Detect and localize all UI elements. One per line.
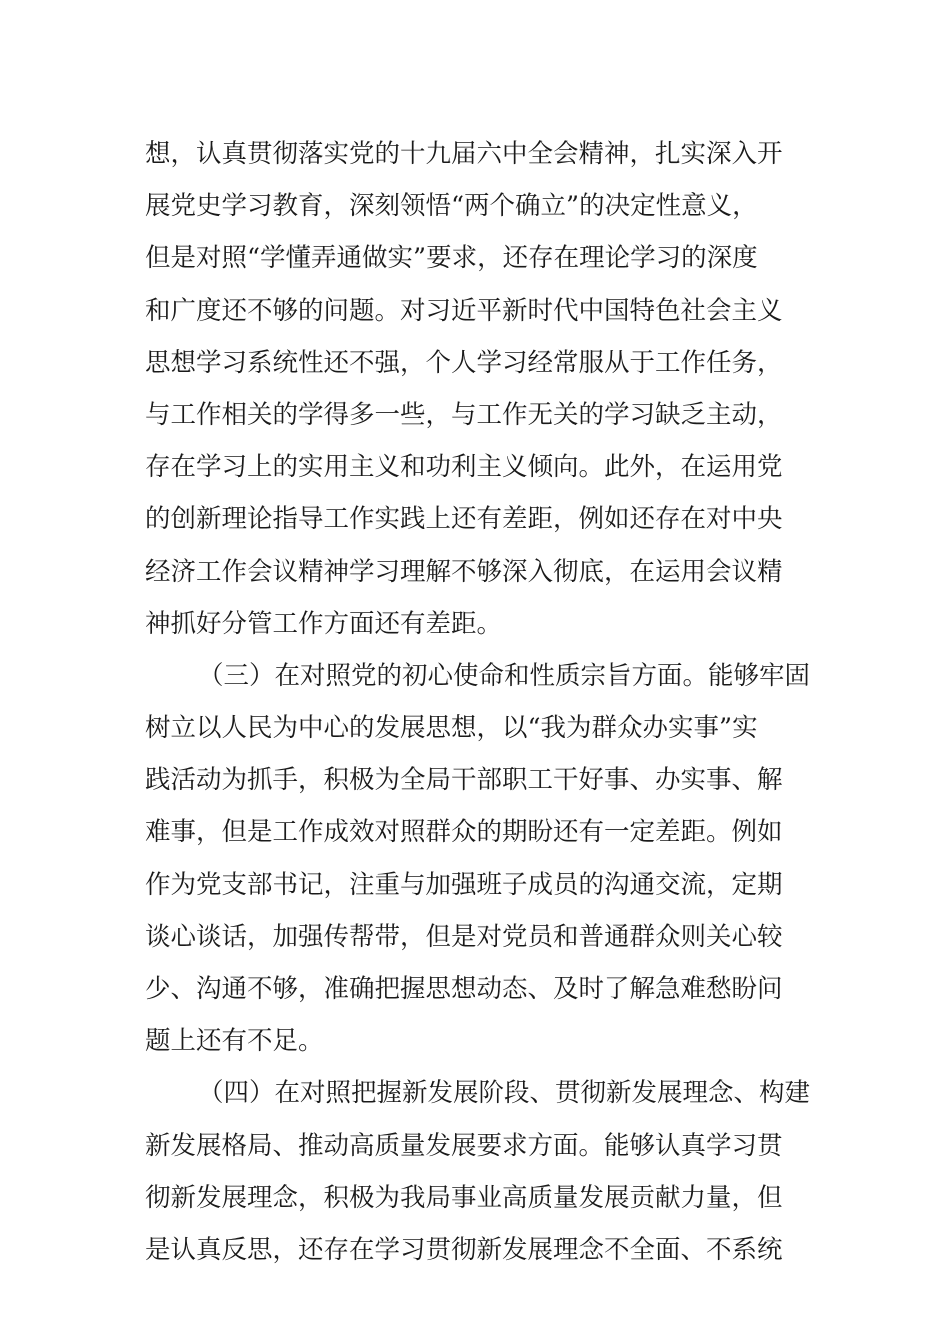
text-line: 经济工作会议精神学习理解不够深入彻底，在运用会议精 xyxy=(145,556,783,587)
text-line: 的创新理论指导工作实践上还有差距，例如还存在对中央 xyxy=(145,504,783,535)
text-line: 彻新发展理念，积极为我局事业高质量发展贡献力量，但 xyxy=(145,1182,783,1213)
section-heading-line: （三）在对照党的初心使命和性质宗旨方面。能够牢固 xyxy=(198,660,811,691)
text-line: 展党史学习教育，深刻领悟“两个确立”的决定性意义， xyxy=(145,191,758,222)
text-line: 但是对照“学懂弄通做实”要求，还存在理论学习的深度 xyxy=(145,243,758,274)
section-heading-line: （四）在对照把握新发展阶段、贯彻新发展理念、构建 xyxy=(198,1078,811,1109)
text-line: 题上还有不足。 xyxy=(145,1026,324,1057)
text-line: 谈心谈话，加强传帮带，但是对党员和普通群众则关心较 xyxy=(145,921,783,952)
text-line: 新发展格局、推动高质量发展要求方面。能够认真学习贯 xyxy=(145,1130,783,1161)
text-line: 少、沟通不够，准确把握思想动态、及时了解急难愁盼问 xyxy=(145,974,783,1004)
text-line: 难事，但是工作成效对照群众的期盼还有一定差距。例如 xyxy=(145,817,783,848)
text-line: 与工作相关的学得多一些，与工作无关的学习缺乏主动， xyxy=(145,399,783,430)
body-text xyxy=(145,128,815,1276)
text-line: 想，认真贯彻落实党的十九届六中全会精神，扎实深入开 xyxy=(145,139,783,169)
text-line: 树立以人民为中心的发展思想，以“我为群众办实事”实 xyxy=(145,713,758,744)
text-line: 作为党支部书记，注重与加强班子成员的沟通交流，定期 xyxy=(145,869,783,900)
text-line: 和广度还不够的问题。对习近平新时代中国特色社会主义 xyxy=(145,295,783,326)
text-line: 是认真反思，还存在学习贯彻新发展理念不全面、不系统 xyxy=(145,1234,783,1265)
text-line: 思想学习系统性还不强，个人学习经常服从于工作任务， xyxy=(145,347,783,378)
text-line: 践活动为抓手，积极为全局干部职工干好事、办实事、解 xyxy=(145,765,783,796)
text-line: 神抓好分管工作方面还有差距。 xyxy=(145,608,503,639)
text-line: 存在学习上的实用主义和功利主义倾向。此外，在运用党 xyxy=(145,452,783,483)
